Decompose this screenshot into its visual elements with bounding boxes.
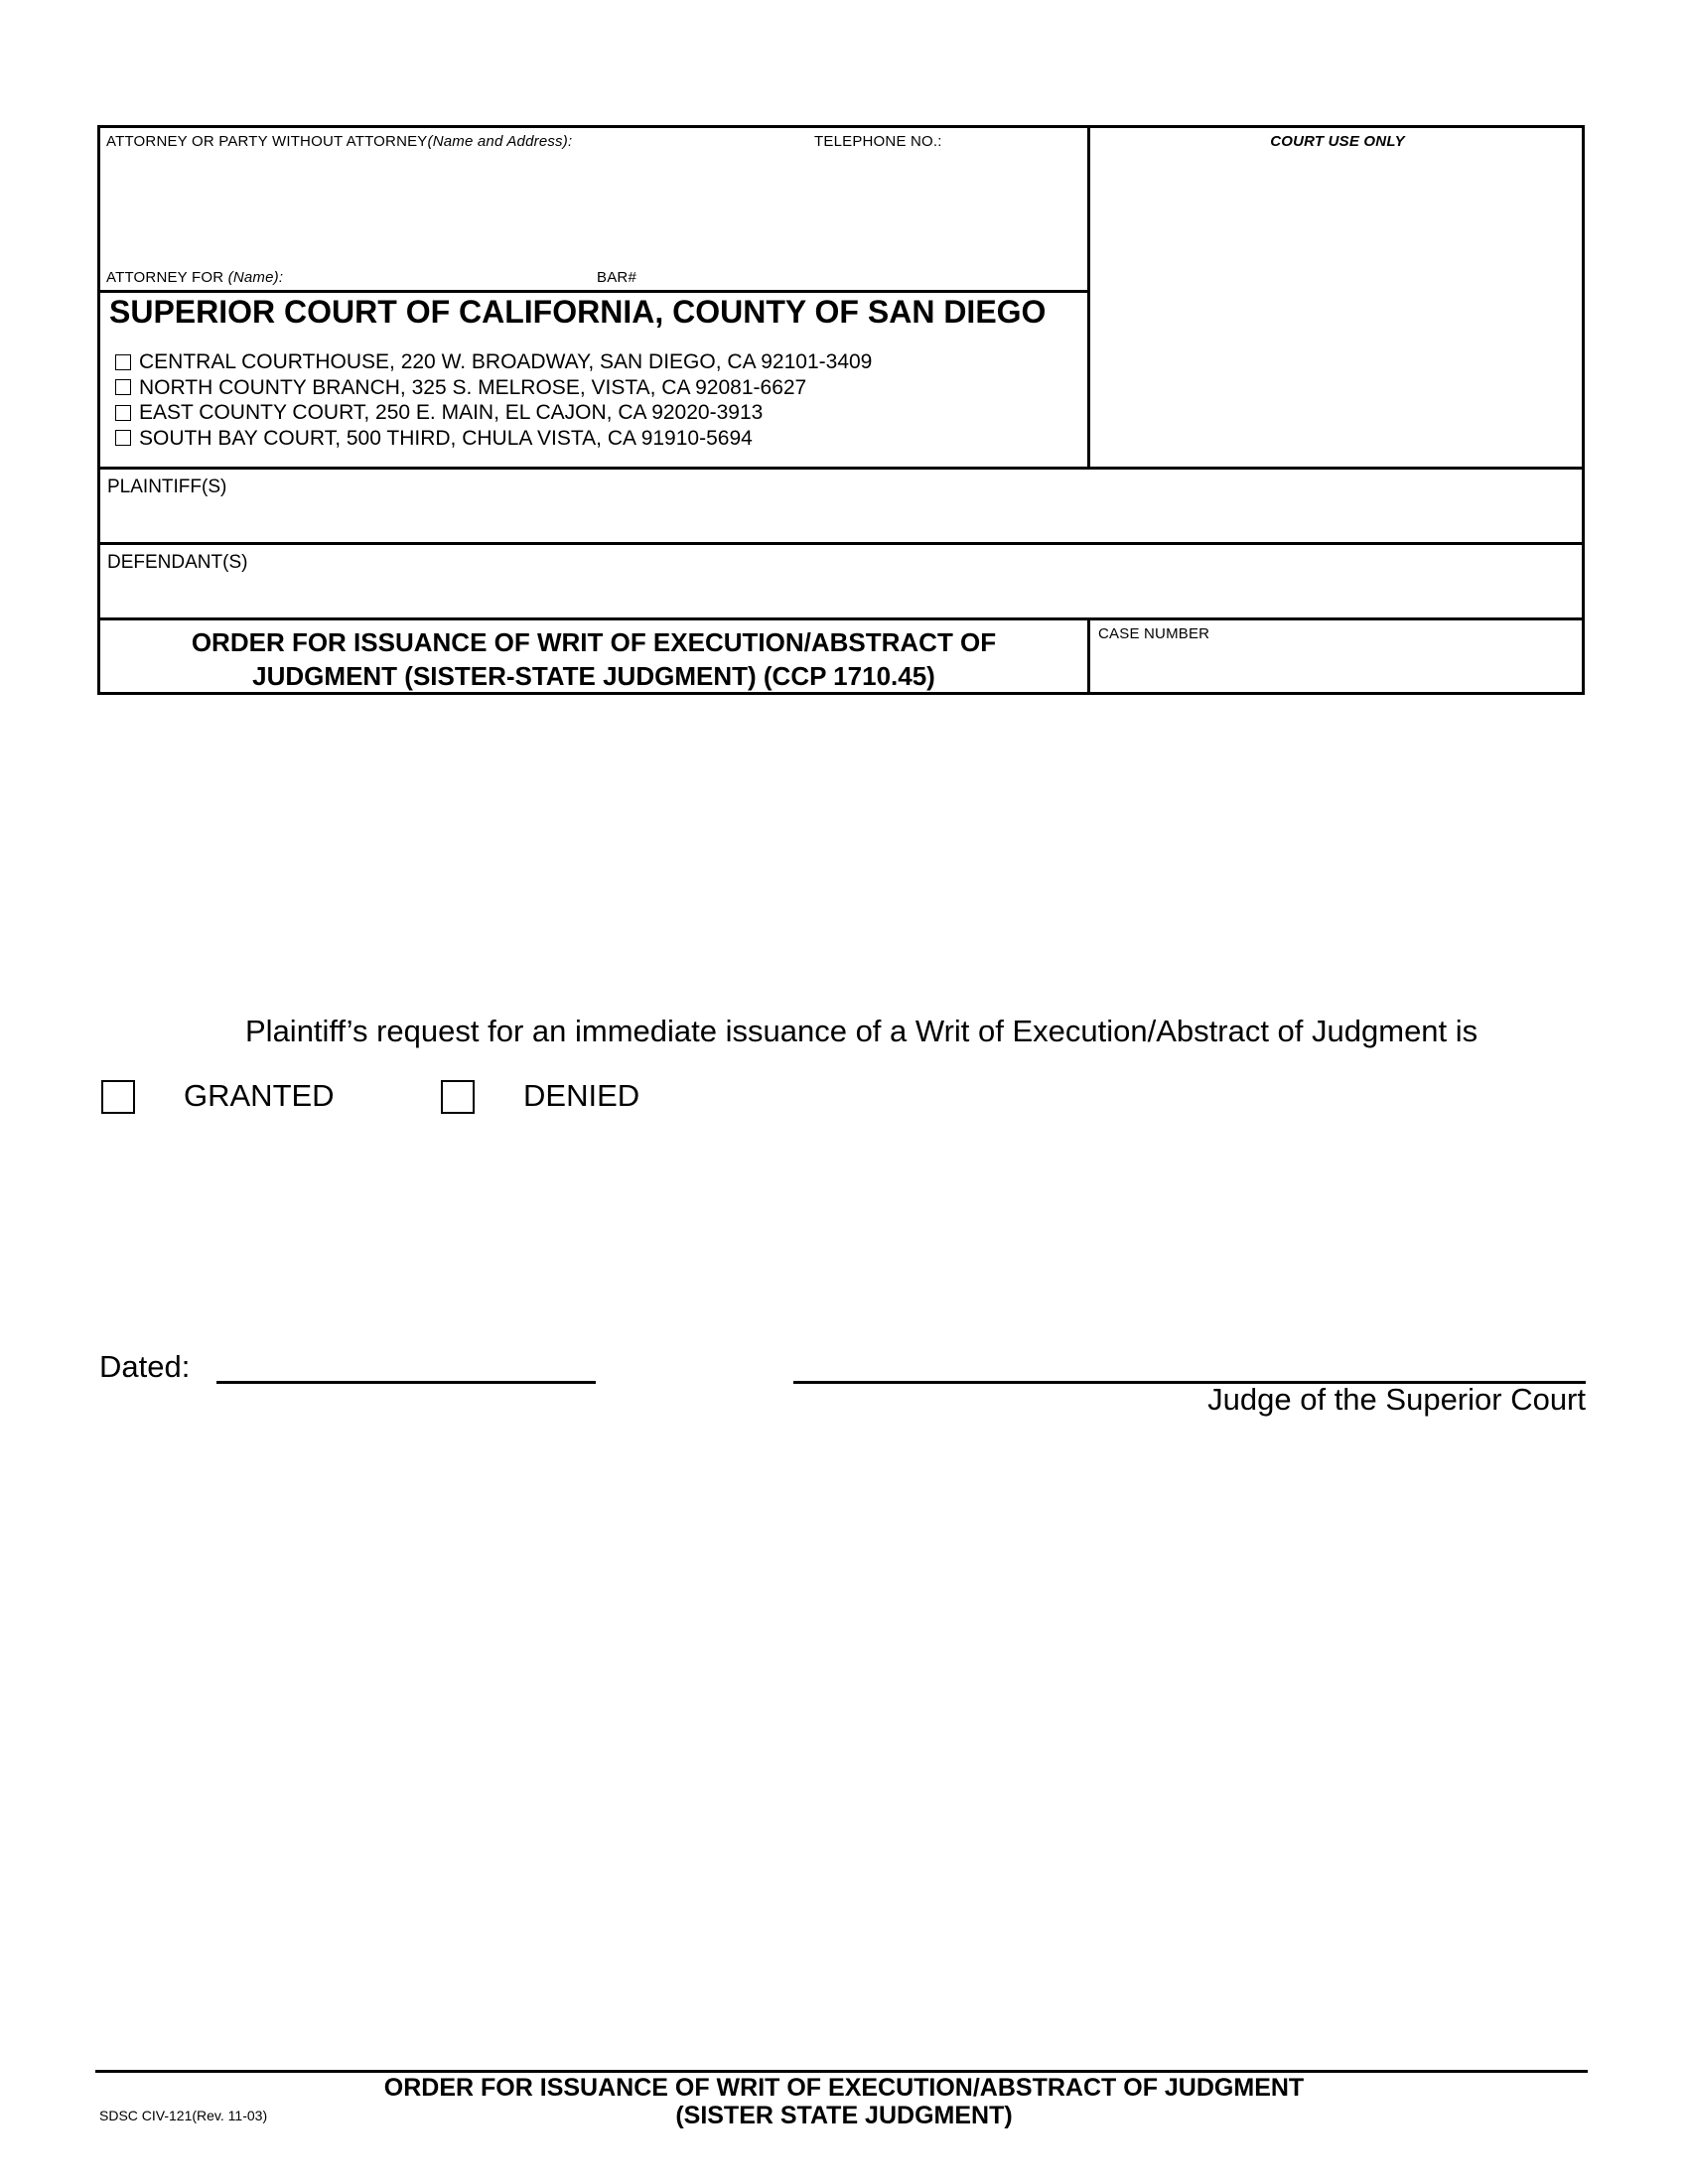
courthouse-location-option[interactable]: [115, 349, 872, 375]
attorney-for-label-italic: (Name):: [227, 269, 284, 286]
order-title: [100, 625, 1087, 693]
courthouse-location-list: [115, 349, 872, 451]
courthouse-location-option[interactable]: [115, 400, 872, 426]
court-title: SUPERIOR COURT OF CALIFORNIA, COUNTY OF SAN DIEGO: [109, 294, 1047, 330]
footer-title: [298, 2074, 1390, 2129]
court-use-divider: [1087, 125, 1090, 469]
telephone-label: TELEPHONE NO.:: [814, 133, 942, 150]
location-label: CENTRAL COURTHOUSE, 220 W. BROADWAY, SAN DIEGO, CA 92101-3409: [139, 350, 873, 373]
denied-checkbox[interactable]: [441, 1080, 475, 1114]
case-number-label: CASE NUMBER: [1098, 625, 1210, 642]
granted-checkbox[interactable]: [101, 1080, 135, 1114]
attorney-label-italic: (Name and Address):: [427, 133, 573, 150]
request-statement: Plaintiff’s request for an immediate issuance of a Writ of Execution/Abstract of Judgment is: [245, 1014, 1478, 1048]
defendants-field[interactable]: [100, 577, 1580, 614]
denied-label: DENIED: [523, 1078, 640, 1113]
location-checkbox[interactable]: [115, 379, 131, 395]
court-section-bottom-line: [97, 467, 1585, 470]
footer-rule: [95, 2070, 1588, 2073]
attorney-label-main: ATTORNEY OR PARTY WITHOUT ATTORNEY: [106, 133, 428, 150]
plaintiffs-label: PLAINTIFF(S): [107, 477, 227, 497]
location-checkbox[interactable]: [115, 430, 131, 446]
location-label: SOUTH BAY COURT, 500 THIRD, CHULA VISTA, CA 91910-5694: [139, 426, 753, 450]
attorney-section-bottom-line: [97, 290, 1089, 293]
attorney-for-label-main: ATTORNEY FOR: [106, 269, 228, 286]
bar-number-label: BAR#: [597, 269, 636, 286]
attorney-for-label: [106, 269, 283, 286]
footer-title-line-1: ORDER FOR ISSUANCE OF WRIT OF EXECUTION/ABSTRACT OF JUDGMENT: [383, 2074, 1305, 2102]
order-title-line-2: JUDGMENT (SISTER-STATE JUDGMENT) (CCP 1710.45): [252, 661, 935, 691]
courthouse-location-option[interactable]: [115, 426, 872, 452]
dated-label: Dated:: [99, 1349, 191, 1384]
location-label: EAST COUNTY COURT, 250 E. MAIN, EL CAJON, CA 92020-3913: [139, 401, 764, 424]
defendant-section-bottom-line: [97, 617, 1585, 620]
form-number: SDSC CIV-121(Rev. 11-03): [99, 2108, 268, 2123]
case-number-field[interactable]: [1092, 647, 1579, 691]
defendants-label: DEFENDANT(S): [107, 552, 248, 573]
plaintiffs-field[interactable]: [100, 501, 1580, 539]
location-checkbox[interactable]: [115, 405, 131, 421]
order-title-line-1: ORDER FOR ISSUANCE OF WRIT OF EXECUTION/ABSTRACT OF: [191, 627, 997, 657]
attorney-label: [106, 133, 572, 150]
plaintiff-section-bottom-line: [97, 542, 1585, 545]
footer-title-line-2: (SISTER STATE JUDGMENT): [675, 2102, 1013, 2129]
case-number-divider: [1087, 617, 1090, 695]
date-line[interactable]: [216, 1381, 596, 1384]
court-use-only-label: COURT USE ONLY: [1270, 133, 1405, 150]
granted-label: GRANTED: [184, 1078, 335, 1113]
courthouse-location-option[interactable]: [115, 375, 872, 401]
location-checkbox[interactable]: [115, 354, 131, 370]
location-label: NORTH COUNTY BRANCH, 325 S. MELROSE, VISTA, CA 92081-6627: [139, 375, 807, 399]
judge-label: Judge of the Superior Court: [1207, 1382, 1586, 1417]
